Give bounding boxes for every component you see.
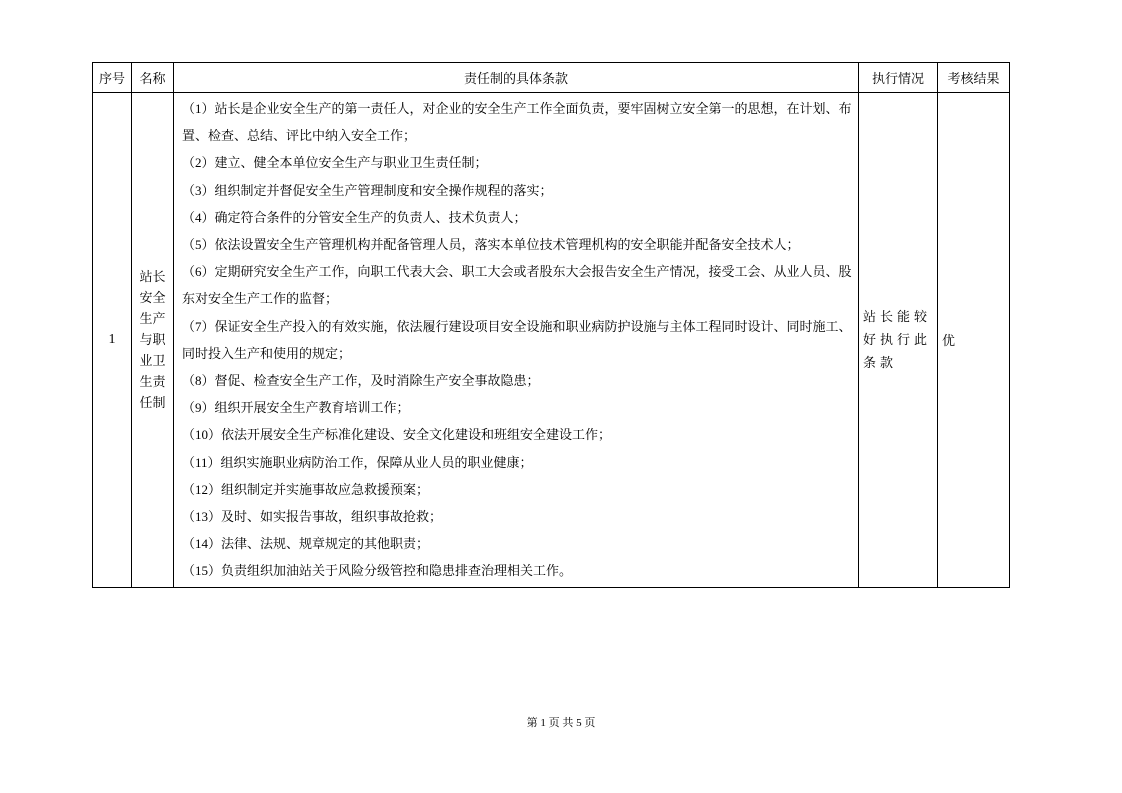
clause-item: （1）站长是企业安全生产的第一责任人，对企业的安全生产工作全面负责，要牢固树立安全第一的思想，在计划、布置、检查、总结、评比中纳入安全工作； — [182, 101, 852, 144]
clause-item: （3）组织制定并督促安全生产管理制度和安全操作规程的落实； — [182, 182, 553, 198]
header-name: 名称 — [132, 63, 174, 93]
clause-item: （14）法律、法规、规章规定的其他职责； — [182, 536, 430, 552]
clause-item: （10）依法开展安全生产标准化建设、安全文化建设和班组安全建设工作； — [182, 427, 612, 443]
header-result: 考核结果 — [938, 63, 1010, 93]
clause-item: （2）建立、健全本单位安全生产与职业卫生责任制； — [182, 155, 488, 171]
header-seq: 序号 — [93, 63, 132, 93]
clause-item: （13）及时、如实报告事故，组织事故抢救； — [182, 509, 443, 525]
clause-item: （15）负责组织加油站关于风险分级管控和隐患排查治理相关工作。 — [182, 563, 573, 579]
clause-item: （5）依法设置安全生产管理机构并配备管理人员，落实本单位技术管理机构的安全职能并配备安全技术人； — [182, 237, 800, 253]
row-result: 优 — [938, 93, 1010, 588]
row-execution: 站长能较好执行此条款 — [859, 93, 938, 588]
table-row — [93, 93, 1010, 588]
clause-item: （7）保证安全生产投入的有效实施，依法履行建设项目安全设施和职业病防护设施与主体工程同时设计、同时施工、同时投入生产和使用的规定； — [182, 318, 852, 361]
clause-item: （8）督促、检查安全生产工作，及时消除生产安全事故隐患； — [182, 373, 540, 389]
header-execution: 执行情况 — [859, 63, 938, 93]
row-seq: 1 — [93, 93, 132, 588]
clause-item: （4）确定符合条件的分管安全生产的负责人、技术负责人； — [182, 209, 527, 225]
row-clauses — [174, 93, 859, 588]
row-name: 站长安全生产与职业卫生责任制 — [132, 93, 174, 588]
clause-item: （12）组织制定并实施事故应急救援预案； — [182, 481, 430, 497]
page-footer: 第 1 页 共 5 页 — [526, 717, 596, 729]
responsibility-table — [92, 62, 1010, 588]
clause-item: （9）组织开展安全生产教育培训工作； — [182, 400, 410, 416]
table-header-row — [93, 63, 1010, 93]
clause-item: （11）组织实施职业病防治工作，保障从业人员的职业健康； — [182, 454, 533, 470]
header-clauses: 责任制的具体条款 — [174, 63, 859, 93]
clause-item: （6）定期研究安全生产工作，向职工代表大会、职工大会或者股东大会报告安全生产情况，接受工会、从业人员、股东对安全生产工作的监督； — [182, 264, 852, 307]
